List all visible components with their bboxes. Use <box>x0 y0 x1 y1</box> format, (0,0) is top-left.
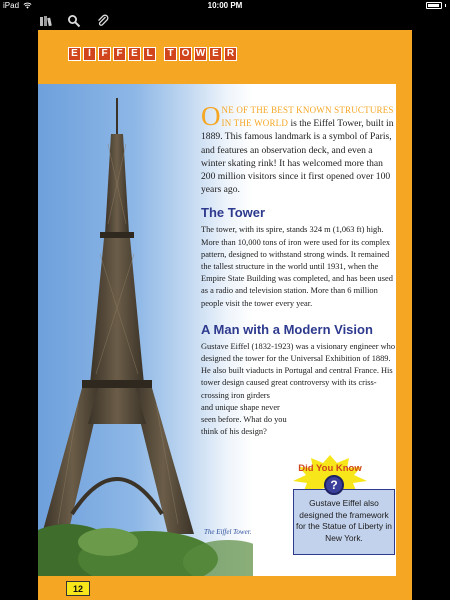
search-icon <box>67 14 81 28</box>
did-you-know-title: Did You Know <box>298 463 362 474</box>
title-letter: O <box>179 47 192 61</box>
photo-caption: The Eiffel Tower. <box>204 528 252 536</box>
drop-cap: O <box>201 101 221 131</box>
title-letter: F <box>113 47 126 61</box>
text-column <box>201 101 397 438</box>
book-page <box>38 30 412 600</box>
title-letter: L <box>143 47 156 61</box>
section-heading-vision: A Man with a Modern Vision <box>201 321 373 337</box>
title-letter: E <box>209 47 222 61</box>
title-letter: F <box>98 47 111 61</box>
title-letter: W <box>195 48 206 59</box>
library-icon <box>39 14 53 28</box>
attachment-button[interactable] <box>95 13 111 29</box>
clock: 10:00 PM <box>207 1 243 10</box>
battery-icon <box>426 2 442 9</box>
title-letter: T <box>164 47 177 61</box>
status-bar <box>0 0 450 12</box>
section-text-tower: The tower, with its spire, stands 324 m (1,063 ft) high. More than 10,000 tons of iron were used for its complex pattern, designed to withstand strong winds. It remained the tallest structure in the world until 1931, when the Empire State Building was completed, and has been used as a radio and television station. More than 6 million people visit the tower every year. <box>201 225 393 308</box>
lead-caps: NE OF THE BEST KNOWN STRUCTURES IN THE WORLD <box>221 105 394 129</box>
title-letter: E <box>128 47 141 61</box>
reader-toolbar <box>0 12 450 30</box>
section-text-vision: Gustave Eiffel (1832-1923) was a visionary engineer who designed the tower for the Universal Exhibition of 1889. He also built viaducts in Portugal and central France. His tower design caused great controversy with its criss-crossing iron girders <box>201 341 396 400</box>
title-space <box>158 47 162 61</box>
title-letter: I <box>83 47 96 61</box>
device-label: iPad <box>3 1 20 10</box>
status-right <box>426 2 446 9</box>
title-letter: E <box>68 47 81 61</box>
paperclip-icon <box>96 14 110 28</box>
page-title <box>68 47 237 61</box>
battery-nub <box>445 4 446 7</box>
page-number: 12 <box>66 581 90 596</box>
section-heading-tower: The Tower <box>201 205 266 221</box>
lead-paragraph <box>201 101 397 196</box>
right-band <box>396 30 412 600</box>
title-letter: R <box>224 47 237 61</box>
library-button[interactable] <box>38 13 54 29</box>
bottom-band <box>38 576 412 600</box>
did-you-know-text: Gustave Eiffel also designed the framework for the Statue of Liberty in New York. <box>296 498 392 543</box>
lead-text: is the Eiffel Tower, built in 1889. This famous landmark is a symbol of Paris, and features an observation deck, and even a winter skating rink! It has welcomed more than 200 million visitors since it first opened over 100 years ago. <box>201 118 394 196</box>
search-button[interactable] <box>66 13 82 29</box>
section-text-vision-end: and unique shape never seen before. What do you think of his design? <box>201 402 287 437</box>
question-mark-icon: ? <box>324 475 344 495</box>
